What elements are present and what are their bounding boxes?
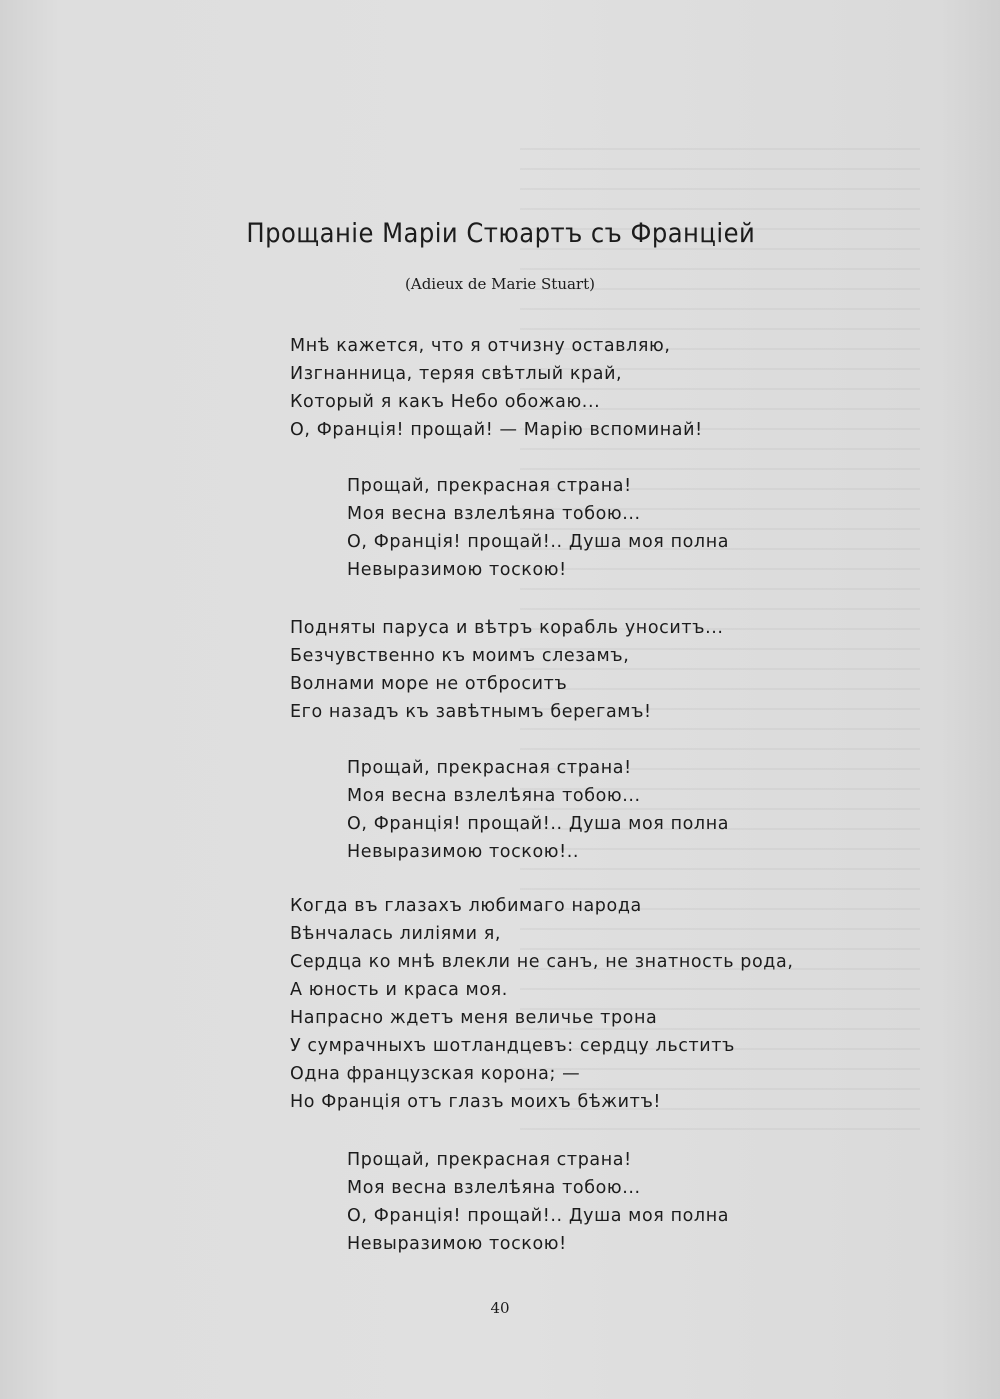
poem-line: Мнѣ кажется, что я отчизну оставляю, <box>290 336 671 356</box>
stanza-1 <box>290 332 910 472</box>
poem-body <box>290 332 910 1258</box>
poem-line: А юность и краса моя. <box>290 980 508 1000</box>
poem-line: Невыразимою тоскою! <box>347 1234 567 1254</box>
poem-line: Невыразимою тоскою!.. <box>347 842 580 862</box>
refrain-2 <box>290 754 910 892</box>
poem-line: Его назадъ къ завѣтнымъ берегамъ! <box>290 702 652 722</box>
poem-line: Подняты паруса и вѣтръ корабль уноситъ... <box>290 618 724 638</box>
poem-line: Когда въ глазахъ любимаго народа <box>290 896 642 916</box>
poem-line: О, Франція! прощай! — Марію вспоминай! <box>290 420 703 440</box>
refrain-1 <box>290 472 910 614</box>
poem-line: Который я какъ Небо обожаю... <box>290 392 601 412</box>
poem-line: О, Франція! прощай!.. Душа моя полна <box>347 814 730 834</box>
poem-line: Вѣнчалась лиліями я, <box>290 924 502 944</box>
poem-line: Безчувственно къ моимъ слезамъ, <box>290 646 630 666</box>
poem-line: Напрасно ждетъ меня величье трона <box>290 1008 658 1028</box>
poem-line: Одна французская корона; — <box>290 1064 581 1084</box>
poem-line: Моя весна взлелѣяна тобою... <box>347 504 641 524</box>
poem-line: Волнами море не отброситъ <box>290 674 568 694</box>
poem-title: Прощаніе Маріи Стюартъ съ Франціей <box>246 218 756 249</box>
poem-line: Прощай, прекрасная страна! <box>347 758 632 778</box>
stanza-3 <box>290 892 910 1146</box>
poem-line: Прощай, прекрасная страна! <box>347 476 632 496</box>
poem-line: Сердца ко мнѣ влекли не санъ, не знатность рода, <box>290 952 794 972</box>
poem-line: Моя весна взлелѣяна тобою... <box>347 786 641 806</box>
poem-line: Моя весна взлелѣяна тобою... <box>347 1178 641 1198</box>
poem-line: Но Франція отъ глазъ моихъ бѣжитъ! <box>290 1092 662 1112</box>
poem-line: Невыразимою тоскою! <box>347 560 567 580</box>
poem-subtitle: (Adieux de Marie Stuart) <box>405 275 595 293</box>
poem-line: У сумрачныхъ шотландцевъ: сердцу льститъ <box>290 1036 735 1056</box>
stanza-2 <box>290 614 910 754</box>
poem-line: О, Франція! прощай!.. Душа моя полна <box>347 532 730 552</box>
page-number: 40 <box>490 1299 510 1317</box>
poem-line: О, Франція! прощай!.. Душа моя полна <box>347 1206 730 1226</box>
poem-line: Прощай, прекрасная страна! <box>347 1150 632 1170</box>
poem-line: Изгнанница, теряя свѣтлый край, <box>290 364 623 384</box>
refrain-3 <box>290 1146 910 1258</box>
